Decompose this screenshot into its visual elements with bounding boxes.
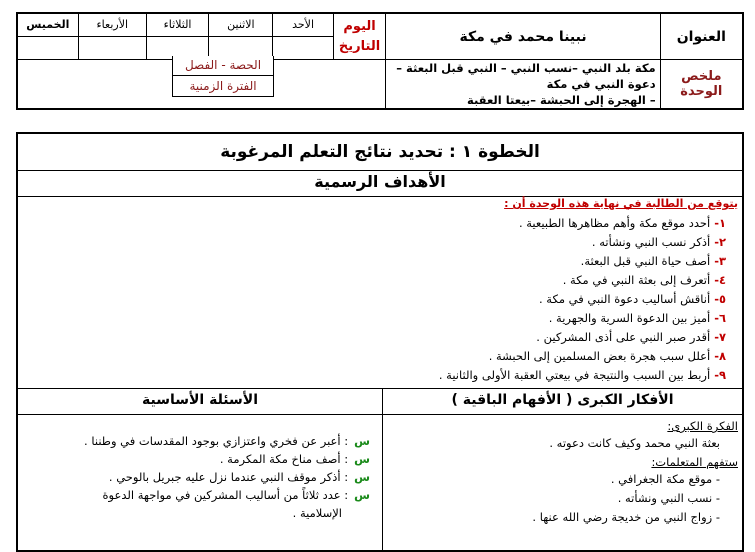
date-label: التاريخ	[338, 38, 381, 54]
question-4-continuation: الإسلامية .	[292, 506, 342, 520]
step1-table	[16, 132, 744, 552]
objective-7: ٧-أقدر صبر النبي على أذى المشركين .	[536, 330, 726, 344]
summary-label: ملخص الوحدة	[660, 60, 743, 110]
day-thursday: الخميس	[26, 18, 70, 31]
summary-line-1: مكة بلد النبي –نسب النبي – النبي قبل البعثة – دعوة النبي في مكة	[396, 61, 656, 91]
objective-2: ٢-أذكر نسب النبي ونشأته .	[591, 235, 726, 249]
objective-8: ٨-أعلل سبب هجرة بعض المسلمين إلى الحبشة .	[488, 349, 726, 363]
day-cell-wednesday	[78, 13, 146, 60]
question-4: س: عدد ثلاثاً من أساليب المشركين في مواجهة الدعوة	[102, 488, 370, 502]
objective-4: ٤-أتعرف إلى بعثة النبي في مكة .	[562, 273, 726, 287]
objective-9: ٩-أربط بين السبب والنتيجة في بيعتي العقبة الأولى والثانية .	[438, 368, 726, 382]
expectation-text: يتوقع من الطالبة في نهاية هذه الوحدة أن :	[504, 197, 738, 210]
header-table	[16, 12, 744, 110]
summary-line-2: – الهجرة إلى الحبشة –بيعتا العقبة	[467, 93, 656, 107]
day-wednesday: الأربعاء	[96, 18, 129, 31]
question-3: س: أذكر موقف النبي عندما نزل عليه جبريل بالوحي .	[108, 470, 370, 484]
day-cell-tuesday	[146, 13, 208, 60]
objective-6: ٦-أميز بين الدعوة السرية والجهرية .	[548, 311, 726, 325]
day-tuesday: الثلاثاء	[163, 18, 192, 31]
essential-questions-heading: الأسئلة الأساسية	[141, 392, 258, 408]
day-cell-thursday	[17, 13, 78, 60]
day-label: اليوم	[343, 18, 376, 34]
understanding-1: - موقع مكة الجغرافي .	[610, 472, 720, 486]
step1-title: الخطوة ١ : تحديد نتائج التعلم المرغوبة	[220, 142, 540, 162]
big-idea-label: الفكرة الكبرى:	[667, 419, 738, 433]
objective-1: ١-أحدد موقع مكة وأهم مظاهرها الطبيعية .	[518, 216, 726, 230]
lesson-title: نبينا محمد في مكة	[386, 13, 660, 60]
question-1: س: أعبر عن فخري واعتزازي بوجود المقدسات في وطننا .	[84, 434, 370, 448]
day-date-cell	[333, 13, 386, 60]
understandings-label: ستفهم المتعلمات:	[651, 455, 738, 469]
objective-5: ٥-أناقش أساليب دعوة النبي في مكة .	[539, 292, 726, 306]
unit-summary	[386, 60, 660, 110]
objective-3: ٣-أصف حياة النبي قبل البعثة.	[580, 254, 726, 268]
big-idea-text: بعثة النبي محمد وكيف كانت دعوته .	[549, 436, 720, 450]
period-box	[172, 56, 274, 97]
understanding-2: - نسب النبي ونشأته .	[617, 491, 720, 505]
day-monday: الاثنين	[227, 18, 255, 31]
understanding-3: - زواج النبي من خديجة رضي الله عنها .	[532, 510, 720, 524]
time-period-label: الفترة الزمنية	[189, 79, 257, 93]
day-sunday: الأحد	[292, 18, 315, 31]
day-cell-sunday	[273, 13, 333, 60]
question-2: س: أصف مناخ مكة المكرمة .	[219, 452, 370, 466]
official-goals-heading: الأهداف الرسمية	[314, 172, 446, 191]
period-class-label: الحصة - الفصل	[173, 56, 273, 76]
big-ideas-heading: الأفكار الكبرى ( الأفهام الباقية )	[451, 392, 674, 408]
day-cell-monday	[209, 13, 273, 60]
title-label: العنوان	[660, 13, 743, 60]
